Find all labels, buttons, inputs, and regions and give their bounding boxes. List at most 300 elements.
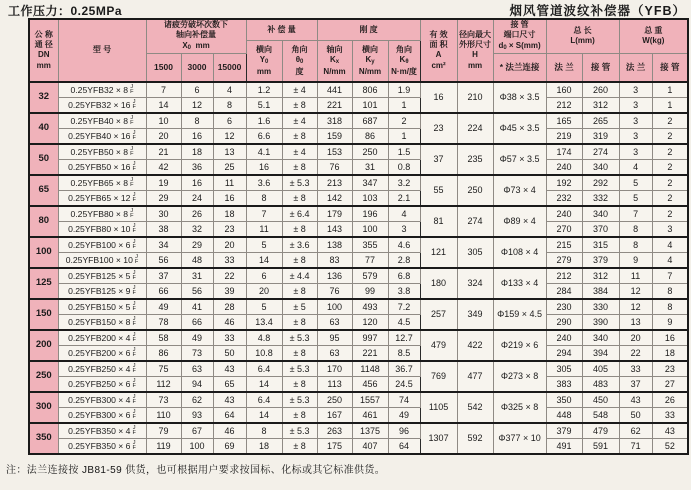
cell-lateral-y0: 4.1	[246, 144, 282, 160]
model-variant-mark: J F	[132, 129, 136, 142]
cell-dn: 350	[29, 423, 58, 454]
cell-length-flange: 192	[546, 175, 582, 191]
model-variant-mark: J F	[132, 160, 136, 173]
cell-stiffness-angular: 96	[388, 423, 420, 439]
cell-weight-pipe: 43	[652, 423, 688, 439]
cell-dn: 125	[29, 268, 58, 299]
model-text: 0.25YFB50 × 8	[70, 146, 129, 157]
cell-weight-pipe: 7	[652, 268, 688, 284]
cell-x0-3000: 67	[181, 423, 213, 439]
cell-x0-3000: 24	[181, 190, 213, 206]
cell-stiffness-axial: 63	[317, 314, 352, 330]
cell-pipe-end-size: Φ108 × 4	[493, 237, 546, 268]
cell-lateral-y0: 6.6	[246, 128, 282, 144]
cell-angular-theta0: ± 8	[282, 159, 317, 175]
cell-length-pipe: 265	[582, 113, 619, 129]
col-header-stiffness-lateral: 横向 $K_y$ N/mm	[352, 41, 388, 82]
cell-length-pipe: 394	[582, 345, 619, 361]
cell-lateral-y0: 5	[246, 237, 282, 253]
cell-weight-flange: 3	[619, 113, 652, 129]
model-text: 0.25YFB80 × 8	[70, 208, 129, 219]
cell-x0-3000: 32	[181, 221, 213, 237]
cell-length-flange: 294	[546, 345, 582, 361]
cell-stiffness-lateral: 120	[352, 314, 388, 330]
cell-weight-pipe: 52	[652, 438, 688, 454]
cell-x0-1500: 110	[146, 407, 181, 423]
compensator-spec-table	[28, 18, 689, 455]
model-text: 0.25YFB40 × 16	[68, 130, 131, 141]
model-text: 0.25YFB65 × 12	[68, 192, 131, 203]
cell-length-flange: 491	[546, 438, 582, 454]
cell-angular-theta0: ± 8	[282, 345, 317, 361]
cell-pipe-end-size: Φ273 × 8	[493, 361, 546, 392]
model-text: 0.25YFB150 × 8	[68, 316, 131, 327]
cell-stiffness-angular: 7.2	[388, 299, 420, 315]
cell-weight-flange: 12	[619, 299, 652, 315]
model-variant-mark: J F	[132, 393, 136, 406]
cell-stiffness-lateral: 101	[352, 97, 388, 113]
cell-weight-flange: 8	[619, 221, 652, 237]
model-text: 0.25YFB100 × 10	[65, 254, 133, 265]
cell-x0-3000: 8	[181, 113, 213, 129]
cell-stiffness-angular: 4.5	[388, 314, 420, 330]
cell-stiffness-angular: 64	[388, 438, 420, 454]
model-variant-mark: J F	[132, 424, 136, 437]
cell-weight-pipe: 18	[652, 345, 688, 361]
cell-angular-theta0: ± 8	[282, 190, 317, 206]
col-header-fatigue-compensation: 诸疲劳破坏次数下 轴向补偿量 $X_0$ mm	[146, 19, 246, 53]
cell-length-pipe: 548	[582, 407, 619, 423]
cell-pipe-end-size: Φ133 × 4	[493, 268, 546, 299]
cell-model	[58, 128, 146, 144]
col-header-cycles-1500: 1500	[146, 53, 181, 82]
cell-max-od: 210	[457, 82, 493, 113]
cell-angular-theta0: ± 8	[282, 438, 317, 454]
cell-angular-theta0: ± 8	[282, 407, 317, 423]
cell-stiffness-lateral: 31	[352, 159, 388, 175]
table-row	[29, 221, 688, 237]
cell-stiffness-axial: 76	[317, 159, 352, 175]
cell-stiffness-angular: 4.6	[388, 237, 420, 253]
cell-pipe-end-size: Φ159 × 4.5	[493, 299, 546, 330]
cell-stiffness-angular: 4	[388, 206, 420, 222]
cell-length-flange: 160	[546, 82, 582, 98]
cell-x0-1500: 37	[146, 268, 181, 284]
cell-stiffness-angular: 36.7	[388, 361, 420, 377]
model-variant-mark: J F	[132, 222, 136, 235]
cell-dn: 32	[29, 82, 58, 113]
cell-model	[58, 190, 146, 206]
cell-stiffness-lateral: 456	[352, 376, 388, 392]
cell-x0-1500: 66	[146, 283, 181, 299]
cell-angular-theta0: ± 5.3	[282, 423, 317, 439]
cell-stiffness-axial: 250	[317, 392, 352, 408]
cell-stiffness-axial: 100	[317, 299, 352, 315]
model-variant-mark: J F	[132, 191, 136, 204]
cell-x0-1500: 56	[146, 252, 181, 268]
cell-x0-3000: 62	[181, 392, 213, 408]
cell-lateral-y0: 16	[246, 159, 282, 175]
cell-weight-pipe: 33	[652, 407, 688, 423]
cell-stiffness-angular: 1.5	[388, 144, 420, 160]
model-text: 0.25YFB250 × 6	[68, 378, 131, 389]
cell-dn: 100	[29, 237, 58, 268]
cell-weight-flange: 8	[619, 237, 652, 253]
cell-model	[58, 159, 146, 175]
cell-x0-3000: 63	[181, 361, 213, 377]
cell-effective-area: 121	[420, 237, 457, 268]
cell-model	[58, 345, 146, 361]
cell-stiffness-axial: 142	[317, 190, 352, 206]
cell-x0-3000: 100	[181, 438, 213, 454]
cell-angular-theta0: ± 8	[282, 314, 317, 330]
cell-x0-15000: 25	[213, 159, 246, 175]
cell-length-pipe: 274	[582, 144, 619, 160]
cell-x0-3000: 29	[181, 237, 213, 253]
cell-x0-15000: 64	[213, 407, 246, 423]
col-header-lateral-y0: 横向 $Y_0$ mm	[246, 41, 282, 82]
cell-max-od: 592	[457, 423, 493, 454]
cell-model	[58, 268, 146, 284]
model-variant-mark: J F	[130, 207, 134, 220]
cell-pipe-end-size: Φ219 × 6	[493, 330, 546, 361]
cell-weight-flange: 4	[619, 159, 652, 175]
cell-model	[58, 252, 146, 268]
cell-weight-flange: 71	[619, 438, 652, 454]
cell-x0-3000: 41	[181, 299, 213, 315]
cell-model	[58, 144, 146, 160]
cell-stiffness-angular: 6.8	[388, 268, 420, 284]
cell-length-pipe: 312	[582, 97, 619, 113]
cell-max-od: 235	[457, 144, 493, 175]
cell-length-pipe: 292	[582, 175, 619, 191]
cell-stiffness-angular: 0.8	[388, 159, 420, 175]
cell-lateral-y0: 6	[246, 268, 282, 284]
cell-x0-1500: 38	[146, 221, 181, 237]
table-row	[29, 423, 688, 439]
cell-x0-1500: 119	[146, 438, 181, 454]
cell-dn: 250	[29, 361, 58, 392]
cell-length-pipe: 405	[582, 361, 619, 377]
model-text: 0.25YFB40 × 8	[70, 115, 129, 126]
model-text: 0.25YFB250 × 4	[68, 363, 131, 374]
cell-stiffness-angular: 12.7	[388, 330, 420, 346]
cell-stiffness-axial: 175	[317, 438, 352, 454]
cell-stiffness-angular: 2.1	[388, 190, 420, 206]
cell-x0-15000: 12	[213, 128, 246, 144]
cell-lateral-y0: 5	[246, 299, 282, 315]
model-variant-mark: J F	[130, 145, 134, 158]
cell-stiffness-angular: 3.8	[388, 283, 420, 299]
cell-x0-1500: 73	[146, 392, 181, 408]
cell-pipe-end-size: Φ377 × 10	[493, 423, 546, 454]
cell-weight-flange: 7	[619, 206, 652, 222]
cell-stiffness-lateral: 997	[352, 330, 388, 346]
cell-x0-3000: 12	[181, 97, 213, 113]
cell-weight-pipe: 2	[652, 128, 688, 144]
table-row	[29, 299, 688, 315]
cell-length-pipe: 315	[582, 237, 619, 253]
cell-lateral-y0: 6.4	[246, 392, 282, 408]
table-row	[29, 128, 688, 144]
col-header-stiffness-angular: 角向 $K_\theta$ N·m/度	[388, 41, 420, 82]
cell-stiffness-axial: 153	[317, 144, 352, 160]
cell-x0-1500: 29	[146, 190, 181, 206]
cell-stiffness-angular: 2	[388, 113, 420, 129]
cell-angular-theta0: ± 8	[282, 221, 317, 237]
model-variant-mark: J F	[132, 408, 136, 421]
cell-x0-3000: 94	[181, 376, 213, 392]
model-text: 0.25YFB125 × 5	[68, 270, 131, 281]
cell-lateral-y0: 6.4	[246, 361, 282, 377]
cell-dn: 40	[29, 113, 58, 144]
col-header-weight-pipe: 接 管	[652, 53, 688, 82]
cell-length-flange: 290	[546, 314, 582, 330]
cell-stiffness-lateral: 355	[352, 237, 388, 253]
cell-angular-theta0: ± 8	[282, 283, 317, 299]
model-variant-mark: J F	[132, 362, 136, 375]
cell-effective-area: 23	[420, 113, 457, 144]
model-variant-mark: J F	[132, 238, 136, 251]
cell-stiffness-lateral: 250	[352, 144, 388, 160]
cell-length-flange: 270	[546, 221, 582, 237]
cell-angular-theta0: ± 5.3	[282, 392, 317, 408]
model-variant-mark: J F	[132, 284, 136, 297]
cell-lateral-y0: 20	[246, 283, 282, 299]
cell-weight-pipe: 23	[652, 361, 688, 377]
working-pressure-title: 工作压力：0.25MPa	[8, 4, 123, 18]
col-header-max-od: 径向最大 外形尺寸 H mm	[457, 19, 493, 82]
cell-effective-area: 37	[420, 144, 457, 175]
cell-model	[58, 113, 146, 129]
cell-x0-15000: 4	[213, 82, 246, 98]
cell-dn: 300	[29, 392, 58, 423]
cell-length-flange: 240	[546, 330, 582, 346]
cell-stiffness-axial: 83	[317, 252, 352, 268]
cell-length-flange: 305	[546, 361, 582, 377]
model-variant-mark: J F	[130, 176, 134, 189]
cell-max-od: 224	[457, 113, 493, 144]
cell-x0-3000: 31	[181, 268, 213, 284]
cell-length-flange: 174	[546, 144, 582, 160]
cell-angular-theta0: ± 4.4	[282, 268, 317, 284]
model-variant-mark: J F	[132, 300, 136, 313]
cell-stiffness-angular: 8.5	[388, 345, 420, 361]
cell-lateral-y0: 14	[246, 407, 282, 423]
cell-stiffness-angular: 24.5	[388, 376, 420, 392]
cell-x0-1500: 49	[146, 299, 181, 315]
cell-weight-flange: 5	[619, 190, 652, 206]
cell-length-flange: 240	[546, 206, 582, 222]
cell-stiffness-lateral: 103	[352, 190, 388, 206]
cell-model	[58, 438, 146, 454]
cell-weight-flange: 22	[619, 345, 652, 361]
cell-max-od: 324	[457, 268, 493, 299]
cell-length-flange: 212	[546, 97, 582, 113]
cell-x0-3000: 93	[181, 407, 213, 423]
cell-x0-1500: 20	[146, 128, 181, 144]
model-variant-mark: J F	[132, 98, 136, 111]
cell-x0-15000: 11	[213, 175, 246, 191]
model-variant-mark: J F	[132, 315, 136, 328]
cell-weight-flange: 62	[619, 423, 652, 439]
cell-pipe-end-size: Φ45 × 3.5	[493, 113, 546, 144]
cell-max-od: 422	[457, 330, 493, 361]
cell-weight-flange: 50	[619, 407, 652, 423]
cell-length-pipe: 340	[582, 330, 619, 346]
cell-dn: 200	[29, 330, 58, 361]
cell-angular-theta0: ± 4	[282, 82, 317, 98]
model-text: 0.25YFB350 × 4	[68, 425, 131, 436]
cell-model	[58, 206, 146, 222]
cell-model	[58, 376, 146, 392]
cell-stiffness-angular: 3.2	[388, 175, 420, 191]
cell-dn: 50	[29, 144, 58, 175]
model-variant-mark: J F	[132, 331, 136, 344]
table-row	[29, 392, 688, 408]
table-row	[29, 82, 688, 98]
cell-length-flange: 279	[546, 252, 582, 268]
cell-lateral-y0: 1.6	[246, 113, 282, 129]
cell-x0-3000: 26	[181, 206, 213, 222]
cell-lateral-y0: 1.2	[246, 82, 282, 98]
cell-dn: 150	[29, 299, 58, 330]
cell-x0-15000: 20	[213, 237, 246, 253]
cell-stiffness-lateral: 347	[352, 175, 388, 191]
col-header-angular-theta0: 角向 $\theta_0$ 度	[282, 41, 317, 82]
cell-angular-theta0: ± 4	[282, 113, 317, 129]
cell-weight-pipe: 2	[652, 144, 688, 160]
cell-model	[58, 361, 146, 377]
cell-length-pipe: 330	[582, 299, 619, 315]
group-header-compensation: 补 偿 量	[246, 19, 317, 41]
cell-weight-flange: 11	[619, 268, 652, 284]
cell-length-pipe: 384	[582, 283, 619, 299]
cell-x0-15000: 33	[213, 330, 246, 346]
cell-x0-3000: 56	[181, 283, 213, 299]
cell-stiffness-axial: 263	[317, 423, 352, 439]
cell-stiffness-lateral: 493	[352, 299, 388, 315]
cell-weight-flange: 3	[619, 82, 652, 98]
table-row	[29, 376, 688, 392]
cell-x0-1500: 58	[146, 330, 181, 346]
cell-x0-3000: 6	[181, 82, 213, 98]
cell-lateral-y0: 14	[246, 252, 282, 268]
cell-effective-area: 180	[420, 268, 457, 299]
cell-length-pipe: 479	[582, 423, 619, 439]
cell-x0-15000: 65	[213, 376, 246, 392]
cell-length-flange: 212	[546, 268, 582, 284]
col-header-length-pipe: 接 管	[582, 53, 619, 82]
cell-length-pipe: 450	[582, 392, 619, 408]
model-text: 0.25YFB100 × 6	[68, 239, 131, 250]
cell-weight-pipe: 2	[652, 159, 688, 175]
cell-length-pipe: 483	[582, 376, 619, 392]
cell-angular-theta0: ± 8	[282, 376, 317, 392]
col-header-stiffness-axial: 轴向 $K_x$ N/mm	[317, 41, 352, 82]
cell-stiffness-angular: 74	[388, 392, 420, 408]
group-header-total-weight: 总 重 W(kg)	[619, 19, 688, 53]
model-variant-mark: J F	[134, 253, 139, 266]
cell-effective-area: 1307	[420, 423, 457, 454]
cell-stiffness-axial: 136	[317, 268, 352, 284]
cell-x0-1500: 75	[146, 361, 181, 377]
cell-lateral-y0: 7	[246, 206, 282, 222]
cell-weight-pipe: 9	[652, 314, 688, 330]
cell-length-flange: 219	[546, 128, 582, 144]
cell-weight-pipe: 26	[652, 392, 688, 408]
cell-stiffness-axial: 167	[317, 407, 352, 423]
cell-length-pipe: 332	[582, 190, 619, 206]
cell-pipe-end-size: Φ89 × 4	[493, 206, 546, 237]
cell-weight-flange: 3	[619, 97, 652, 113]
cell-pipe-end-size: Φ325 × 8	[493, 392, 546, 423]
cell-stiffness-angular: 1.9	[388, 82, 420, 98]
col-header-flange-connection: * 法兰连接	[493, 53, 546, 82]
col-header-cycles-15000: 15000	[213, 53, 246, 82]
table-row	[29, 97, 688, 113]
model-text: 0.25YFB125 × 9	[68, 285, 131, 296]
cell-x0-15000: 43	[213, 361, 246, 377]
cell-x0-15000: 43	[213, 392, 246, 408]
table-row	[29, 407, 688, 423]
cell-stiffness-angular: 49	[388, 407, 420, 423]
cell-angular-theta0: ± 5.3	[282, 330, 317, 346]
cell-max-od: 542	[457, 392, 493, 423]
cell-model	[58, 330, 146, 346]
cell-x0-15000: 23	[213, 221, 246, 237]
cell-x0-1500: 14	[146, 97, 181, 113]
cell-model	[58, 407, 146, 423]
model-text: 0.25YFB32 × 8	[70, 84, 129, 95]
cell-lateral-y0: 4.8	[246, 330, 282, 346]
cell-lateral-y0: 8	[246, 423, 282, 439]
model-variant-mark: J F	[130, 83, 134, 96]
table-row	[29, 361, 688, 377]
cell-stiffness-lateral: 1557	[352, 392, 388, 408]
cell-length-pipe: 312	[582, 268, 619, 284]
cell-lateral-y0: 8	[246, 190, 282, 206]
cell-lateral-y0: 10.8	[246, 345, 282, 361]
model-text: 0.25YFB300 × 6	[68, 409, 131, 420]
cell-stiffness-axial: 179	[317, 206, 352, 222]
cell-weight-pipe: 27	[652, 376, 688, 392]
cell-weight-pipe: 3	[652, 221, 688, 237]
cell-x0-15000: 46	[213, 423, 246, 439]
model-text: 0.25YFB50 × 16	[68, 161, 131, 172]
cell-weight-flange: 12	[619, 283, 652, 299]
cell-weight-pipe: 2	[652, 175, 688, 191]
cell-length-pipe: 319	[582, 128, 619, 144]
cell-angular-theta0: ± 8	[282, 252, 317, 268]
cell-x0-15000: 13	[213, 144, 246, 160]
cell-length-pipe: 379	[582, 252, 619, 268]
cell-lateral-y0: 18	[246, 438, 282, 454]
cell-model	[58, 299, 146, 315]
cell-stiffness-lateral: 99	[352, 283, 388, 299]
cell-angular-theta0: ± 8	[282, 128, 317, 144]
cell-stiffness-angular: 2.8	[388, 252, 420, 268]
model-variant-mark: J F	[132, 346, 136, 359]
cell-x0-1500: 86	[146, 345, 181, 361]
cell-weight-flange: 3	[619, 144, 652, 160]
product-title: 烟风管道波纹补偿器（YFB）	[509, 4, 686, 18]
cell-model	[58, 221, 146, 237]
cell-lateral-y0: 14	[246, 376, 282, 392]
model-variant-mark: J F	[130, 114, 134, 127]
cell-stiffness-lateral: 100	[352, 221, 388, 237]
table-row	[29, 345, 688, 361]
